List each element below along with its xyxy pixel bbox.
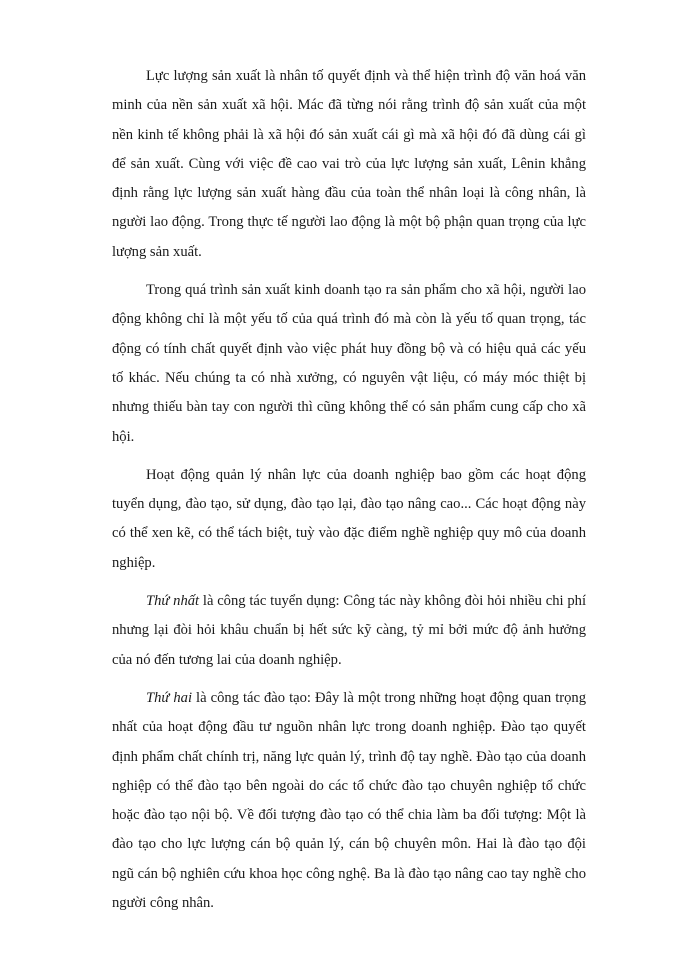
paragraph-lead-italic: Thứ hai	[146, 689, 193, 706]
paragraph-training	[112, 684, 586, 918]
paragraph-lead-italic: Thứ nhất	[146, 593, 200, 610]
paragraph-text: Trong quá trình sản xuất kinh doanh tạo ra sản phẩm cho xã hội, người lao động không chỉ là một yếu tố của quá trình đó mà còn là yếu tố quan trọng, tác động có tính chất quyết định vào việc phát huy đồng bộ và có hiệu quả các yếu tố khác. Nếu chúng ta có nhà xưởng, có nguyên vật liệu, có máy móc thiệt bị nhưng thiếu bàn tay con người thì cũng không thể có sản phẩm cung cấp cho xã hội.	[112, 282, 586, 445]
paragraph-text: là công tác tuyển dụng: Công tác này không đòi hỏi nhiều chi phí nhưng lại đòi hỏi khâu chuẩn bị hết sức kỹ càng, tỷ mỉ bởi mức độ ảnh hưởng của nó đến tương lai của doanh nghiệp.	[112, 593, 586, 668]
paragraph-text: Hoạt động quản lý nhân lực của doanh nghiệp bao gồm các hoạt động tuyển dụng, đào tạo, sử dụng, đào tạo lại, đào tạo nâng cao... Các hoạt động này có thể xen kẽ, có thể tách biệt, tuỳ vào đặc điểm nghề nghiệp quy mô của doanh nghiệp.	[112, 466, 586, 571]
paragraph-text: là công tác đào tạo: Đây là một trong những hoạt động quan trọng nhất của hoạt động đầu tư nguồn nhân lực trong doanh nghiệp. Đào tạo quyết định phẩm chất chính trị, năng lực quản lý, trình độ tay nghề. Đào tạo của doanh nghiệp có thể đào tạo bên ngoài do các tổ chức đào tạo chuyên nghiệp tổ chức hoặc đào tạo nội bộ. Về đối tượng đào tạo có thể chia làm ba đối tượng: Một là đào tạo cho lực lượng cán bộ quản lý, cán bộ chuyên môn. Hai là đào tạo đội ngũ cán bộ nghiên cứu khoa học công nghệ. Ba là đào tạo nâng cao tay nghề cho người công nhân.	[112, 689, 587, 912]
document-page	[112, 62, 586, 918]
paragraph-text: Lực lượng sản xuất là nhân tố quyết định và thể hiện trình độ văn hoá văn minh của nền sản xuất xã hội. Mác đã từng nói rằng trình độ sản xuất của một nền kinh tế không phải là xã hội đó sản xuất cái gì mà xã hội đó đã dùng cái gì để sản xuất. Cùng với việc đề cao vai trò của lực lượng sản xuất, Lênin khẳng định rằng lực lượng sản xuất hàng đầu của toàn thể nhân loại là công nhân, là người lao động. Trong thực tế người lao động là một bộ phận quan trọng của lực lượng sản xuất.	[112, 68, 586, 260]
paragraph-labor-role	[112, 276, 586, 452]
paragraph-productive-forces	[112, 62, 586, 267]
paragraph-recruitment	[112, 587, 586, 675]
paragraph-hr-activities	[112, 461, 586, 578]
